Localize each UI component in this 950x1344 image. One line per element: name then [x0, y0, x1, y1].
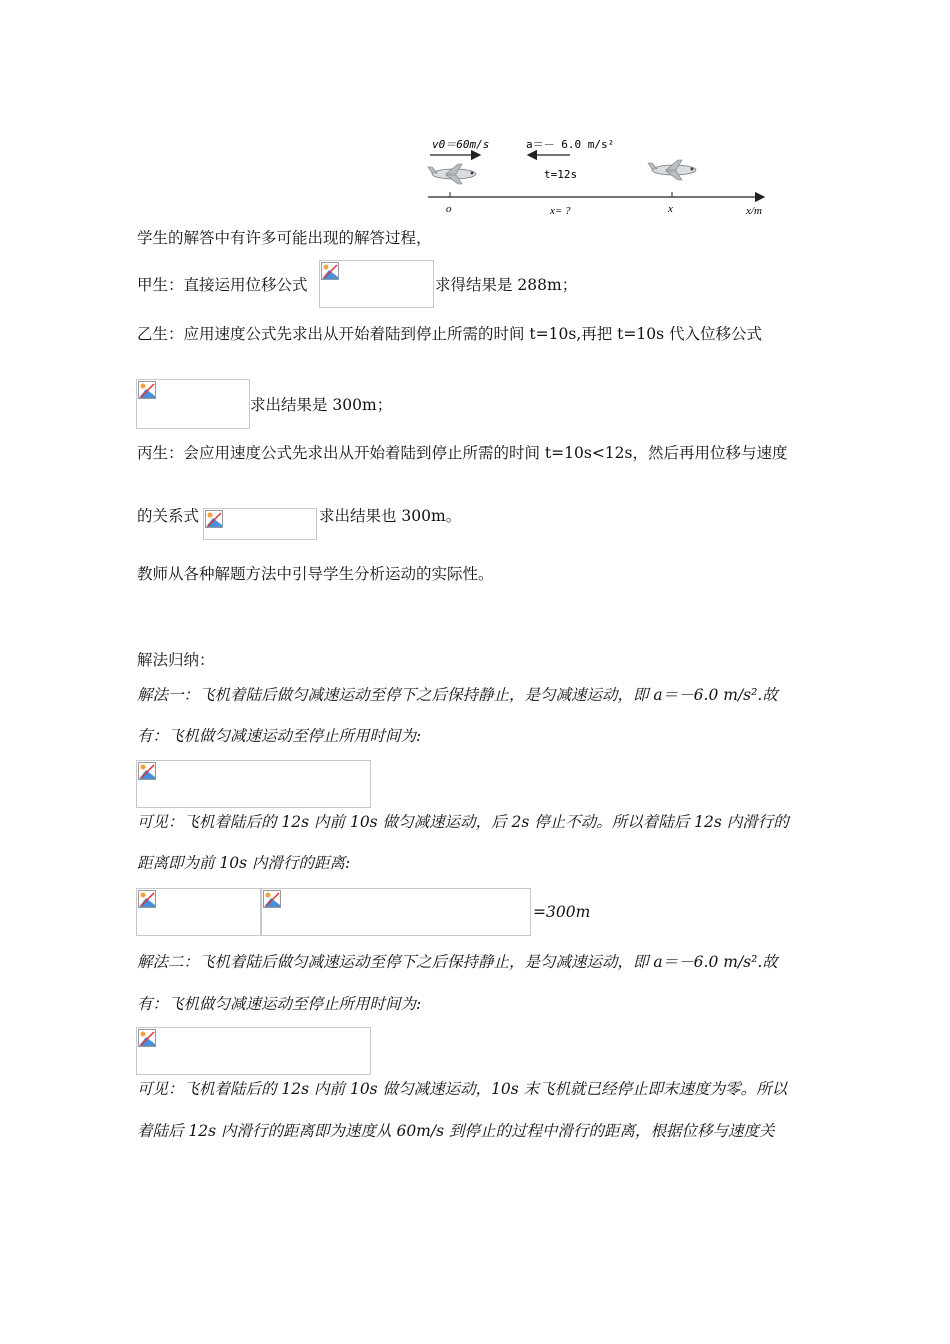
paragraph-6a: 的关系式	[137, 507, 200, 525]
formula-image-2	[136, 379, 250, 429]
broken-image-icon	[138, 762, 156, 780]
broken-image-icon	[263, 890, 281, 908]
axis-label: x/m	[746, 205, 762, 217]
v0-label: v0＝60m/s	[432, 138, 490, 151]
paragraph-2a: 甲生：直接运用位移公式	[137, 276, 308, 294]
broken-image-icon	[138, 381, 156, 399]
paragraph-16: 可见：飞机着陆后的 12s 内前 10s 做匀减速运动，10s 末飞机就已经停止即末速度为零。所以	[137, 1080, 788, 1098]
paragraph-14: 解法二：飞机着陆后做匀减速运动至停下之后保持静止，是匀减速运动，即 a＝－6.0 m/s².故	[137, 953, 778, 971]
paragraph-1: 学生的解答中有许多可能出现的解答过程，	[137, 229, 432, 247]
paragraph-13: =300m	[533, 903, 591, 921]
paragraph-8: 解法归纳：	[137, 651, 215, 669]
o-label: o	[446, 203, 452, 215]
formula-image-7	[136, 1027, 371, 1075]
paragraph-17: 着陆后 12s 内滑行的距离即为速度从 60m/s 到停止的过程中滑行的距离，根据位移与速度关	[137, 1122, 775, 1140]
paragraph-7: 教师从各种解题方法中引导学生分析运动的实际性。	[137, 565, 494, 583]
formula-image-3	[203, 508, 317, 540]
paragraph-12: 距离即为前 10s 内滑行的距离:	[137, 854, 351, 872]
airplane-icon-start	[428, 164, 476, 184]
airplane-icon-end	[648, 160, 696, 180]
a-label: a＝－ 6.0 m/s²	[526, 138, 615, 151]
paragraph-15: 有：飞机做匀减速运动至停止所用时间为:	[137, 995, 422, 1013]
paragraph-2b: 求得结果是 288m；	[435, 276, 578, 294]
broken-image-icon	[138, 890, 156, 908]
paragraph-4: 求出结果是 300m；	[250, 396, 393, 414]
paragraph-3: 乙生：应用速度公式先求出从开始着陆到停止所需的时间 t=10s,再把 t=10s 代入位移公式	[137, 325, 762, 343]
formula-image-6	[261, 888, 531, 936]
paragraph-10: 有：飞机做匀减速运动至停止所用时间为:	[137, 727, 422, 745]
x-label: x	[668, 203, 673, 215]
paragraph-6b: 求出结果也 300m。	[319, 507, 462, 525]
t-label: t=12s	[544, 168, 578, 181]
paragraph-9: 解法一：飞机着陆后做匀减速运动至停下之后保持静止，是匀减速运动，即 a＝－6.0 m/s².故	[137, 686, 778, 704]
broken-image-icon	[321, 262, 339, 280]
paragraph-5: 丙生：会应用速度公式先求出从开始着陆到停止所需的时间 t=10s<12s，然后再用位移与速度	[137, 444, 788, 462]
formula-image-5	[136, 888, 261, 936]
broken-image-icon	[138, 1029, 156, 1047]
motion-diagram	[420, 130, 780, 220]
formula-image-1	[319, 260, 434, 308]
broken-image-icon	[205, 510, 223, 528]
paragraph-11: 可见：飞机着陆后的 12s 内前 10s 做匀减速运动，后 2s 停止不动。所以着陆后 12s 内滑行的	[137, 813, 789, 831]
formula-image-4	[136, 760, 371, 808]
x-question-label: x= ?	[550, 205, 571, 217]
